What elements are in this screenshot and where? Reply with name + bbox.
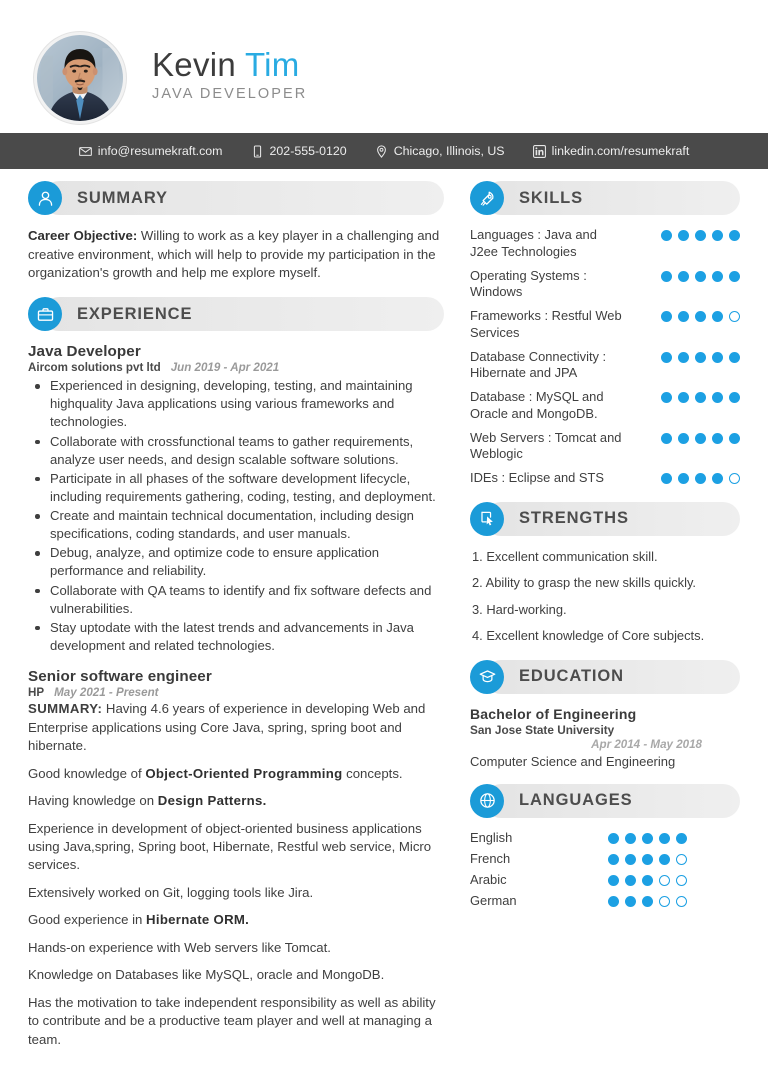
rocket-icon: [470, 181, 504, 215]
language-row: [470, 851, 740, 866]
last-name: Tim: [244, 45, 300, 83]
stmt-pre: Good knowledge of: [28, 765, 146, 781]
section-skills: [470, 181, 740, 487]
location-pin-icon: [375, 145, 388, 158]
email-icon: [79, 145, 92, 158]
contact-location-text: Chicago, Illinois, US: [393, 144, 505, 158]
skill-row: [470, 308, 740, 342]
list-item: 3. Hard-working.: [472, 601, 567, 617]
list-item: Stay uptodate with the latest trends and advancements in Java development and related technologies.: [28, 619, 444, 655]
job-statement: [28, 792, 444, 810]
job-statement: [28, 994, 444, 1049]
right-column: [462, 181, 768, 1063]
contact-phone[interactable]: [237, 144, 361, 158]
skills-header: [470, 181, 740, 215]
list-item: Create and maintain technical documentation, including design specifications, coding standards, and user manuals.: [28, 507, 444, 543]
list-item: Participate in all phases of the software development lifecycle, including requirements gathering, coding, testing, and deployment.: [28, 470, 444, 506]
job-summary: [28, 700, 444, 755]
language-name: German: [470, 892, 517, 908]
language-row: [470, 872, 740, 887]
skill-row: [470, 349, 740, 383]
job-dates: Jun 2019 - Apr 2021: [170, 361, 280, 375]
skill-row: [470, 268, 740, 302]
language-row: [470, 893, 740, 908]
stmt-bold: Hibernate ORM.: [146, 912, 250, 928]
section-education: [470, 660, 740, 769]
job-statement: [28, 765, 444, 783]
avatar: [34, 32, 126, 124]
education-school: San Jose State University: [470, 722, 615, 737]
experience-item: [28, 668, 444, 1049]
stmt-pre: Good experience in: [28, 912, 147, 928]
job-meta: [28, 361, 444, 374]
contact-linkedin-text: linkedin.com/resumekraft: [551, 144, 690, 158]
experience-header: [28, 297, 444, 331]
contact-bar: [0, 133, 768, 169]
left-column: [0, 181, 462, 1063]
job-meta: [28, 686, 444, 699]
strengths-header: [470, 502, 740, 536]
job-bullets: [28, 377, 444, 655]
summary-header: [28, 181, 444, 215]
list-item: 4. Excellent knowledge of Core subjects.: [472, 628, 705, 644]
job-summary-text: Having 4.6 years of experience in developing Web and Enterprise applications using Core Java, spring, spring boot and hibernate.: [28, 701, 426, 754]
education-header: [470, 660, 740, 694]
person-icon: [28, 181, 62, 215]
education-field: Computer Science and Engineering: [470, 753, 676, 769]
list-item: 1. Excellent communication skill.: [472, 548, 658, 564]
section-title: EDUCATION: [519, 667, 624, 686]
summary-body: Willing to work as a key player in a challenging and creative environment, which will help to provide my participation in the organization's growth and help me explore myself.: [28, 228, 440, 281]
name-block: [152, 47, 307, 109]
section-title: SKILLS: [519, 188, 584, 207]
language-rating: [608, 893, 687, 907]
page-title: [152, 47, 307, 83]
skill-name: Web Servers : Tomcat and Weblogic: [470, 429, 622, 462]
skill-name: IDEs : Eclipse and STS: [470, 470, 604, 486]
contact-email[interactable]: [65, 144, 237, 158]
job-statement: [28, 911, 444, 929]
skill-name: Languages : Java and J2ee Technologies: [470, 227, 597, 259]
skill-rating: [661, 308, 740, 322]
language-rating: [608, 851, 687, 865]
language-row: [470, 830, 740, 845]
skill-rating: [661, 227, 740, 241]
stmt-pre: Has the motivation to take independent responsibility as well as ability to contribute and be a productive team player and well at managing a team.: [28, 994, 436, 1047]
skill-row: [470, 430, 740, 464]
section-experience: [28, 297, 444, 1049]
education-item: [470, 706, 740, 769]
job-summary-label: SUMMARY:: [28, 701, 103, 717]
contact-phone-text: 202-555-0120: [269, 144, 347, 158]
stmt-bold: Object-Oriented Programming: [145, 765, 343, 781]
experience-item: [28, 343, 444, 655]
stmt-pre: Extensively worked on Git, logging tools like Jira.: [28, 884, 314, 900]
stmt-pre: Experience in development of object-oriented business applications using Java,spring, Spring boot, Hibernate, Restful web service, Micro services.: [28, 820, 432, 873]
skill-name: Database : MySQL and Oracle and MongoDB.: [470, 389, 604, 421]
job-statement: [28, 820, 444, 875]
language-name: French: [470, 850, 511, 866]
section-title: STRENGTHS: [519, 509, 629, 528]
list-item: Debug, analyze, and optimize code to ensure application performance and reliability.: [28, 544, 444, 580]
stmt-post: concepts.: [342, 765, 403, 781]
language-rating: [608, 830, 687, 844]
section-title: EXPERIENCE: [77, 304, 193, 323]
section-summary: [28, 181, 444, 283]
linkedin-icon: [533, 145, 546, 158]
section-strengths: [470, 502, 740, 645]
list-item: Collaborate with crossfunctional teams to gather requirements, analyze user needs, and design scalable software solutions.: [28, 433, 444, 469]
resume-body: [0, 169, 768, 1063]
job-statement: [28, 939, 444, 957]
briefcase-icon: [28, 297, 62, 331]
job-dates: May 2021 - Present: [54, 686, 159, 700]
list-item: 2. Ability to grasp the new skills quickly.: [472, 575, 697, 591]
list-item: Experienced in designing, developing, testing, and maintaining highquality Java applications using various frameworks and technologies.: [28, 377, 444, 431]
graduation-cap-icon: [470, 660, 504, 694]
stmt-bold: Design Patterns.: [157, 793, 267, 809]
resume-header: [0, 0, 768, 133]
language-name: English: [470, 829, 513, 845]
education-degree: Bachelor of Engineering: [470, 705, 637, 722]
phone-icon: [251, 145, 264, 158]
language-rating: [608, 872, 687, 886]
skill-rating: [661, 470, 740, 484]
job-statement: [28, 884, 444, 902]
skill-name: Frameworks : Restful Web Services: [470, 308, 622, 340]
skill-name: Operating Systems : Windows: [470, 267, 587, 300]
job-title: JAVA DEVELOPER: [152, 86, 308, 103]
stmt-pre: Hands-on experience with Web servers like Tomcat.: [28, 939, 331, 955]
skill-rating: [661, 268, 740, 282]
language-name: Arabic: [470, 871, 507, 887]
skill-row: [470, 470, 740, 487]
cursor-click-icon: [470, 502, 504, 536]
skill-row: [470, 227, 740, 261]
section-title: LANGUAGES: [519, 791, 633, 810]
skill-row: [470, 389, 740, 423]
job-company: HP: [28, 686, 45, 700]
job-company: Aircom solutions pvt ltd: [28, 361, 161, 375]
job-role: Java Developer: [28, 343, 141, 361]
stmt-pre: Having knowledge on: [28, 793, 158, 809]
stmt-pre: Knowledge on Databases like MySQL, oracle and MongoDB.: [28, 967, 385, 983]
languages-header: [470, 784, 740, 818]
globe-icon: [470, 784, 504, 818]
contact-location[interactable]: [361, 144, 519, 158]
skill-rating: [661, 389, 740, 403]
skill-name: Database Connectivity : Hibernate and JPA: [470, 348, 607, 381]
summary-label: Career Objective:: [28, 228, 138, 243]
contact-email-text: info@resumekraft.com: [97, 144, 223, 158]
skill-rating: [661, 430, 740, 444]
list-item: Collaborate with QA teams to identify and fix software defects and vulnerabilities.: [28, 582, 444, 618]
first-name: Kevin: [152, 45, 237, 83]
summary-text: [28, 227, 444, 283]
job-statement: [28, 966, 444, 984]
contact-linkedin[interactable]: [519, 144, 704, 158]
section-title: SUMMARY: [77, 188, 168, 207]
education-dates: Apr 2014 - May 2018: [591, 737, 702, 751]
skill-rating: [661, 349, 740, 363]
job-role: Senior software engineer: [28, 668, 212, 686]
section-languages: [470, 784, 740, 908]
